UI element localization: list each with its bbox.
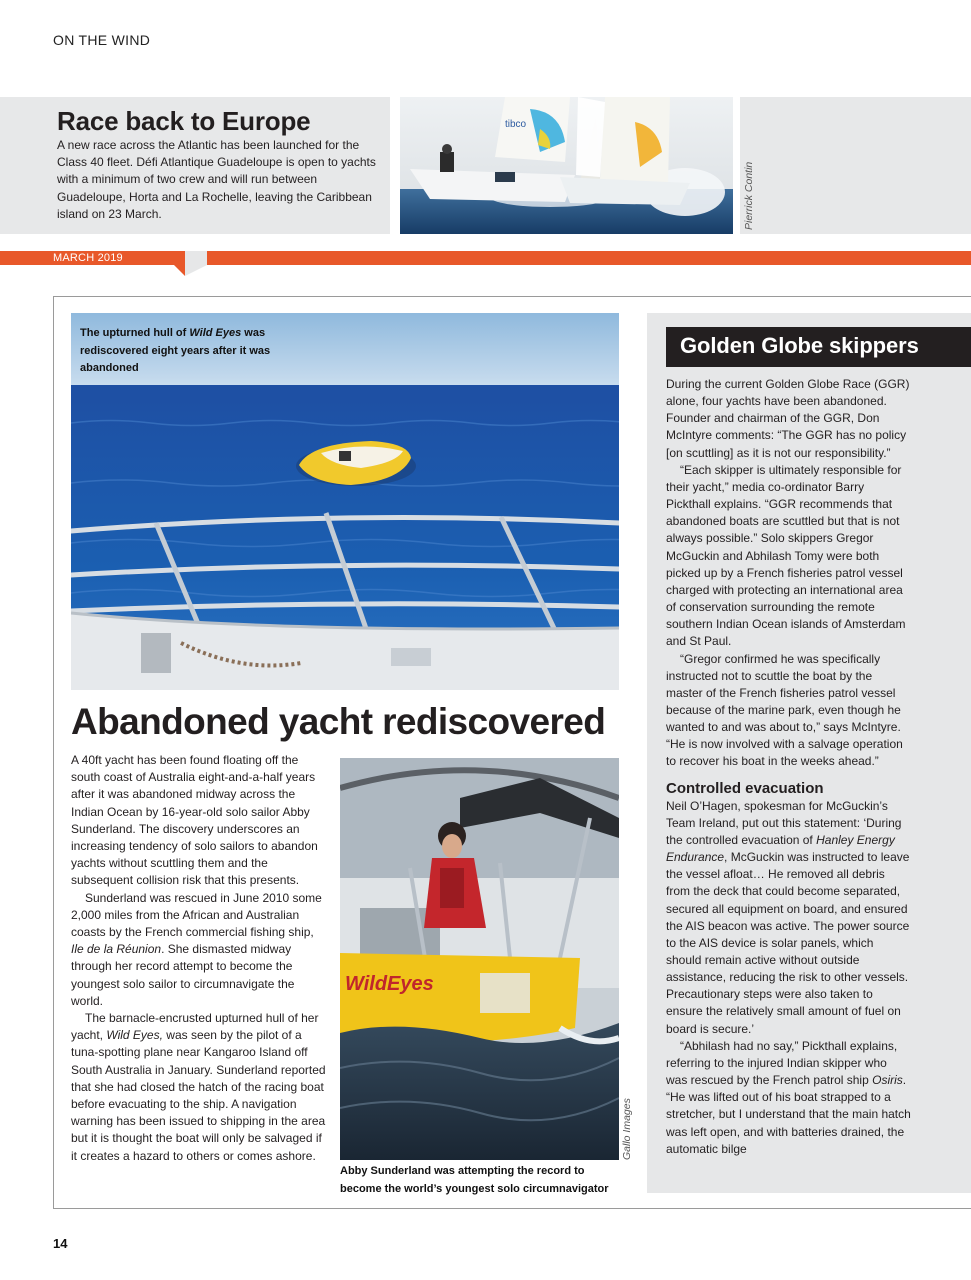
news-title: Race back to Europe: [57, 106, 311, 136]
date-strip-rule: [207, 251, 971, 265]
sidebar-body: [666, 376, 911, 1158]
article-paragraph-1: A 40ft yacht has been found floating off the south coast of Australia eight-and-a-half years after it was abandoned midway across the Indian Ocean by 16-year-old solo sailor Abby Sunderland. The discovery underscores an increasing tendency of solo sailors to abandon yachts without scuttling them and the subsequent collision risk that this presents.: [71, 753, 318, 888]
race-yachts-illustration: [400, 97, 733, 234]
sidebar-paragraph-2: “Each skipper is ultimately responsible for their yacht,” media co-ordinator Barry Pickthall explains. “GGR recommends that abandoned boats are scuttled but that is not always possible.” Solo skippers Gregor McGuckin and Abhilash Tomy were both picked up by a French fisheries patrol vessel charged with protecting an international area of conservation surrounding the remote southern Indian Ocean islands of Amsterdam and St Paul.: [666, 462, 906, 649]
issue-date: MARCH 2019: [53, 252, 123, 264]
sunderland-photo: [340, 758, 619, 1160]
article-frame-top: [53, 296, 971, 297]
hull-photo-caption: The upturned hull of Wild Eyes was rediscovered eight years after it was abandoned: [80, 327, 271, 374]
sidebar-paragraph-3: “Gregor confirmed he was specifically instructed not to scuttle the boat by the master of the French fisheries patrol vessel because of the marine park, even though he wanted to and was about to,” says McIntyre. “He is now involved with a salvage operation to recover his boat in the weeks ahead.”: [666, 651, 903, 769]
page-number: 14: [53, 1236, 68, 1251]
sunderland-photo-credit: Gallo Images: [621, 1098, 633, 1160]
sidebar-paragraph-4: Neil O’Hagen, spokesman for McGuckin’s Team Ireland, put out this statement: ‘During the controlled evacuation of Hanley Energy Endurance, McGuckin was instructed to leave the vessel afloat… He removed all debris from the deck that could become separated, secured all equipment on board, and ensured the AIS beacon was active. The power source to the AIS device is solar panels, which should remain active without outside assistance, reducing the risk to other vessels. Precautionary steps were also taken to ensure the relatively small amount of fuel on board is secure.’: [666, 798, 910, 1036]
news-credit-panel: [740, 97, 971, 234]
article-paragraph-3: The barnacle-encrusted upturned hull of her yacht, Wild Eyes, was seen by the pilot of a tuna-spotting plane near Kangaroo Island off South Australia in January. Sunderland reported that she had closed the hatch of the racing boat before evacuating to the ship. A navigation warning has been issued to shipping in the area but it is thought the boat will only be salvaged if it creates a hazard to others or comes ashore.: [71, 1011, 326, 1163]
race-yachts-photo: [400, 97, 733, 234]
news-body: A new race across the Atlantic has been launched for the Class 40 fleet. Défi Atlantique Guadeloupe is open to yachts with a minimum of two crew and will run between Guadeloupe, Horta and La Rochelle, leaving the Caribbean island on 23 March.: [57, 138, 376, 221]
sidebar-paragraph-1: During the current Golden Globe Race (GGR) alone, four yachts have been abandoned. Founder and chairman of the GGR, Don McIntyre comments: “The GGR has no policy [on scuttling] as it is not our responsibility.”: [666, 377, 910, 460]
article-headline: Abandoned yacht rediscovered: [71, 701, 606, 742]
date-strip-chevron: [160, 251, 210, 277]
article-body: [71, 752, 327, 1165]
article-frame-bottom: [53, 1208, 971, 1209]
section-label: ON THE WIND: [53, 32, 151, 48]
sidebar-paragraph-5: “Abhilash had no say,” Pickthall explains, referring to the injured Indian skipper who was rescued by the French patrol ship Osiris. “He was lifted out of his boat strapped to a stretcher, but I understand that the main hatch was left open, and with batteries drained, the automatic bilge: [666, 1038, 911, 1156]
sunderland-illustration: [340, 758, 619, 1160]
sunderland-photo-caption: Abby Sunderland was attempting the record to become the world’s youngest solo circumnavigator: [340, 1165, 609, 1195]
sidebar-title: Golden Globe skippers: [680, 333, 919, 358]
article-frame-left: [53, 296, 54, 1209]
article-paragraph-2: Sunderland was rescued in June 2010 some 2,000 miles from the African and Australian coasts by the French commercial fishing ship, Ile de la Réunion. She dismasted midway through her record attempt to become the youngest solo sailor to circumnavigate the world.: [71, 890, 322, 1008]
svg-text:WildEyes: WildEyes: [345, 973, 434, 995]
sidebar-subhead: Controlled evacuation: [666, 779, 824, 797]
photo-credit: Pierrick Contin: [743, 161, 755, 230]
sail-logo: tibco: [505, 119, 527, 130]
